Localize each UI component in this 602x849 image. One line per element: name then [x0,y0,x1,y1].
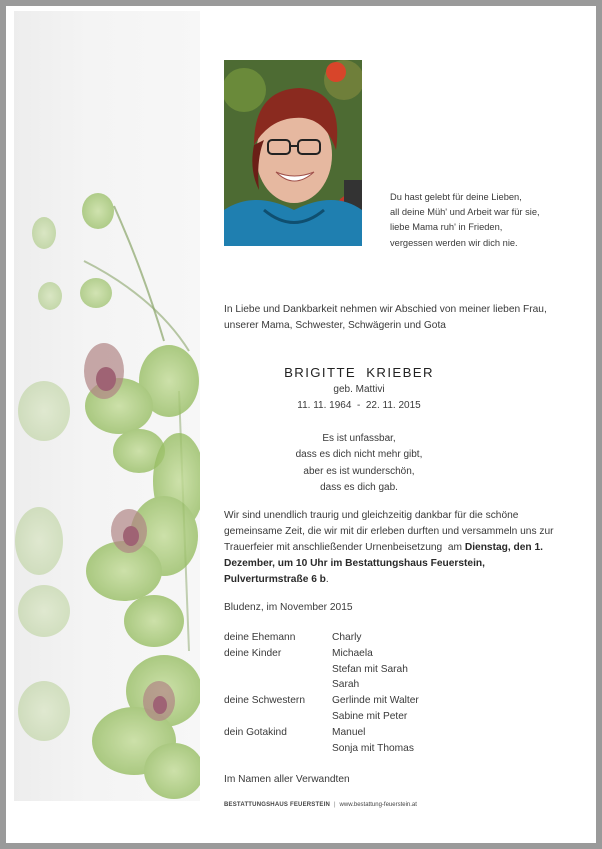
poem-line: liebe Mama ruh' in Frieden, [390,222,503,233]
mourner-name: Gerlinde mit Walter [332,695,419,707]
life-dates: 11. 11. 1964 - 22. 11. 2015 [297,399,421,411]
maiden-name: geb. Mattivi [333,384,385,395]
poem-line: vergessen werden wir dich nie. [390,237,518,248]
mourners-list [224,630,554,756]
quote-line: dass es dich gab. [320,481,398,493]
mourner-name: Sabine mit Peter [332,710,408,722]
mourner-name: Stefan mit Sarah [332,663,408,675]
quote-line: aber es ist wunderschön, [303,465,415,477]
mourner-relation [224,709,332,725]
poem [390,190,560,251]
mourner-relation [224,677,332,693]
mourner-row [224,725,554,741]
mourner-row [224,677,554,693]
mourner-relation [224,741,332,757]
poem-line: Du hast gelebt für deine Lieben, [390,192,522,202]
mourner-name: Sarah [332,679,360,691]
quote-line: Es ist unfassbar, [322,433,396,444]
mourner-row [224,662,554,678]
announcement-end: . [325,574,329,585]
deceased-name: BRIGITTE KRIEBER [284,365,434,380]
announcement-text: Wir sind unendlich traurig und gleichzeitig dankbar für die schöne gemeinsame Zeit, die wir mit dir erleben durften und versammeln uns zur Trauerfeier mit anschließender Urnenbeisetzung am [224,510,557,553]
footer-separator: | [333,802,336,808]
mourner-name: Michaela [332,647,373,659]
mourner-row [224,709,554,725]
mourner-row [224,646,554,662]
mourner-relation: deine Ehemann [224,632,296,643]
ceremony-details: Dienstag, den 1. Dezember, um 10 Uhr im Bestattungshaus Feuerstein, Pulverturmstraße 6 b [224,542,543,585]
closing-line: Im Namen aller Verwandten [224,774,350,785]
footer [224,802,417,808]
mourner-row [224,741,554,757]
deceased-block [224,364,494,496]
place-date: Bludenz, im November 2015 [224,602,353,613]
mourner-name: Charly [332,632,362,643]
mourner-name: Manuel [332,726,366,738]
poem-line: all deine Müh' und Arbeit war für sie, [390,207,540,218]
mourner-relation: deine Schwestern [224,695,305,707]
mourner-relation: dein Gotakind [224,726,287,738]
mourner-row [224,693,554,709]
footer-brand: BESTATTUNGSHAUS FEUERSTEIN [224,802,330,808]
mourner-row [224,630,554,646]
portrait-photo [224,60,362,246]
intro-text: In Liebe und Dankbarkeit nehmen wir Abschied von meiner lieben Frau, unserer Mama, Schwester, Schwägerin und Gota [224,304,547,331]
orchid-decoration [14,11,200,801]
quote [224,431,494,496]
footer-website[interactable]: www.bestattung-feuerstein.at [339,802,417,808]
mourner-name: Sonja mit Thomas [332,742,414,754]
announcement [224,508,557,588]
quote-line: dass es dich nicht mehr gibt, [295,449,423,461]
mourner-relation: deine Kinder [224,647,282,659]
mourner-relation [224,662,332,678]
